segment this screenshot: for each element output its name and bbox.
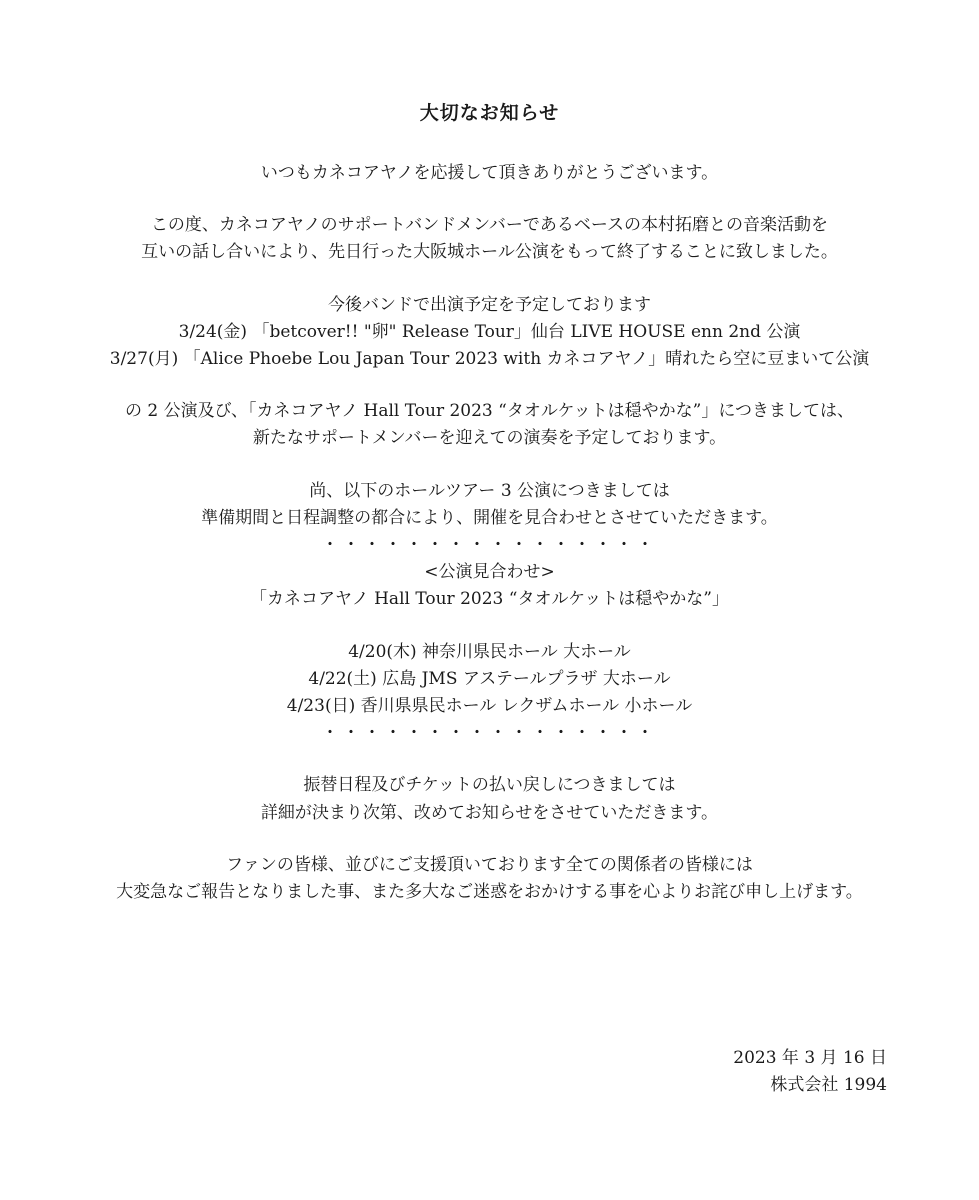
paragraph-gap	[0, 187, 979, 212]
apology-line: 大変急なご報告となりました事、また多大なご迷惑をおかけする事を心よりお詫び申し上げます。	[116, 882, 863, 903]
upcoming-event: 3/24(金) 「betcover!! "卵" Release Tour」仙台 LIVE HOUSE enn 2nd 公演	[178, 321, 801, 342]
notice-body	[0, 160, 979, 906]
signature-company: 株式会社 1994	[770, 1075, 887, 1096]
notice-title: 大切なお知らせ	[419, 102, 560, 124]
paragraph-gap	[0, 267, 979, 292]
postponed-show: 4/22(土) 広島 JMS アステールプラザ 大ホール	[308, 668, 671, 689]
dotted-divider: ・・・・・・・・・・・・・・・・	[321, 723, 658, 744]
postponed-show: 4/20(木) 神奈川県民ホール 大ホール	[348, 641, 631, 662]
announcement-line: この度、カネコアヤノのサポートバンドメンバーであるベースの本村拓磨との音楽活動を	[150, 215, 829, 236]
announcement-line: 互いの話し合いにより、先日行った大阪城ホール公演をもって終了することに致しました。	[141, 242, 838, 263]
tour-name: 「カネコアヤノ Hall Tour 2023 “タオルケットは穏やかな”」	[250, 589, 729, 610]
postponed-show: 4/23(日) 香川県県民ホール レクザムホール 小ホール	[286, 696, 693, 717]
signature-date: 2023 年 3 月 16 日	[733, 1048, 887, 1068]
refund-line: 振替日程及びチケットの払い戻しにつきましては	[303, 775, 676, 796]
signature-block	[733, 1045, 887, 1099]
new-support-line: の 2 公演及び、「カネコアヤノ Hall Tour 2023 “タオルケットは穏やかな”」につきましては、	[125, 401, 854, 422]
greeting-text: いつもカネコアヤノを応援して頂きありがとうございます。	[260, 163, 719, 183]
paragraph-gap	[0, 453, 979, 478]
upcoming-event: 3/27(月) 「Alice Phoebe Lou Japan Tour 2023 with カネコアヤノ」晴れたら空に豆まいて公演	[109, 349, 870, 370]
postponement-line: 尚、以下のホールツアー 3 公演につきましては	[309, 480, 670, 501]
apology-line: ファンの皆様、並びにご支援頂いております全ての関係者の皆様には	[226, 854, 753, 875]
new-support-line: 新たなサポートメンバーを迎えての演奏を予定しております。	[252, 428, 727, 449]
paragraph-gap	[0, 373, 979, 398]
postponement-line: 準備期間と日程調整の都合により、開催を見合わせとさせていただきます。	[201, 507, 778, 528]
upcoming-intro: 今後バンドで出演予定を予定しております	[328, 294, 651, 315]
paragraph-gap	[0, 827, 979, 852]
paragraph-gap	[0, 747, 979, 772]
dotted-divider: ・・・・・・・・・・・・・・・・	[321, 535, 658, 556]
refund-line: 詳細が決まり次第、改めてお知らせをさせていただきます。	[260, 802, 719, 823]
postponement-heading: <公演見合わせ>	[424, 562, 555, 583]
paragraph-gap	[0, 614, 979, 639]
